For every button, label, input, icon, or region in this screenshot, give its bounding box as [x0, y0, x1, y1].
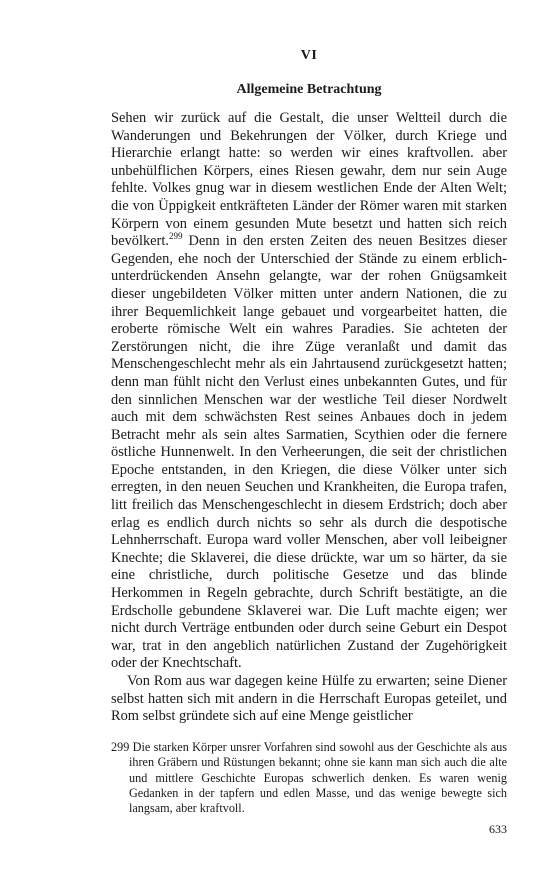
footnote: [111, 740, 507, 817]
footnotes: [111, 740, 507, 817]
footnote-reference[interactable]: 299: [168, 231, 183, 242]
body-text: [111, 110, 507, 726]
book-page: [111, 48, 507, 817]
chapter-number: VI: [300, 48, 318, 63]
paragraph-text: Denn in den ersten Zeiten des neuen Besitzes dieser Gegenden, ehe noch der Unterschied der Stände zu einem erblich-unterdrückenden Ansehn gelangte, war der rohen Gnügsamkeit dieser ungebildeten Völker mitten unter andern Nationen, die zu ihrer Bequemlichkeit lange gebauet und vorgearbeitet hatten, die eroberte römische Welt ein wahres Paradies. Sie achteten der Zerstörungen nicht, die ihre Züge veranlaßt und damit das Menschengeschlecht mehr als ein Jahrtausend zurückgesetzt hatten; denn man fühlt nicht den Verlust eines unbekannten Gutes, und für den sinnlichen Menschen war der westliche Teil dieser Nordwelt auch mit dem schwächsten Rest seines Anbaues doch in jedem Betracht mehr als sein altes Sarmatien, Scythien oder die fernere östliche Hunnenwelt. In den Verheerungen, die seit der christlichen Epoche entstanden, in den Kriegen, die diese Völker unter sich erregten, in den neuen Seuchen und Krankheiten, die Europa trafen, litt freilich das Menschengeschlecht in diesem Erdstrich; doch aber erlag es endlich durch nichts so sehr als durch die despotische Lehnherrschaft. Europa ward voller Menschen, aber voll leibeigner Knechte; die Sklaverei, die diese drückte, war um so härter, da sie eine christliche, durch politische Gesetze und das blinde Herkommen in Regeln gebrachte, durch Schrift bestätigte, an die Erdscholle gebundene Sklaverei war. Die Luft machte eigen; wer nicht durch Verträge entbunden oder durch seine Geburt ein Despot war, trat in den angeblich natürlichen Zustand der Zugehörigkeit oder der Knechtschaft.: [111, 233, 507, 672]
paragraph: [111, 110, 507, 673]
paragraph: Von Rom aus war dagegen keine Hülfe zu erwarten; seine Diener selbst hatten sich mit andern in die Herrschaft Europas geteilet, und Rom selbst gründete sich auf eine Menge geistlicher: [111, 673, 507, 725]
footnote-number: 299: [111, 739, 130, 754]
footnote-text: Die starken Körper unsrer Vorfahren sind sowohl aus der Geschichte als aus ihren Gräbern und Rüstungen bekannt; ohne sie kann man sich auch die alte und mittlere Geschichte Europas schwerlich denken. Es waren wenig Gedanken in der tapfern und edlen Masse, und das wenige bewegte sich langsam, aber kraftvoll.: [129, 739, 508, 816]
page-number: 633: [489, 822, 507, 836]
paragraph-text: Sehen wir zurück auf die Gestalt, die unser Weltteil durch die Wanderungen und Bekehrungen der Völker, durch Kriege und Hierarchie erlangt hatte: so werden wir eines kraftvollen. aber unbehülflichen Körpers, eines Riesen gewahr, dem nur sein Auge fehlte. Volkes gnug war in diesem westlichen Ende der Alten Welt; die von Üppigkeit entkräfteten Länder der Römer waren mit starken Körpern von einem gesunden Mute besetzt und hatten sich reich bevölkert.: [111, 110, 507, 250]
chapter-title: Allgemeine Betrachtung: [236, 82, 382, 97]
